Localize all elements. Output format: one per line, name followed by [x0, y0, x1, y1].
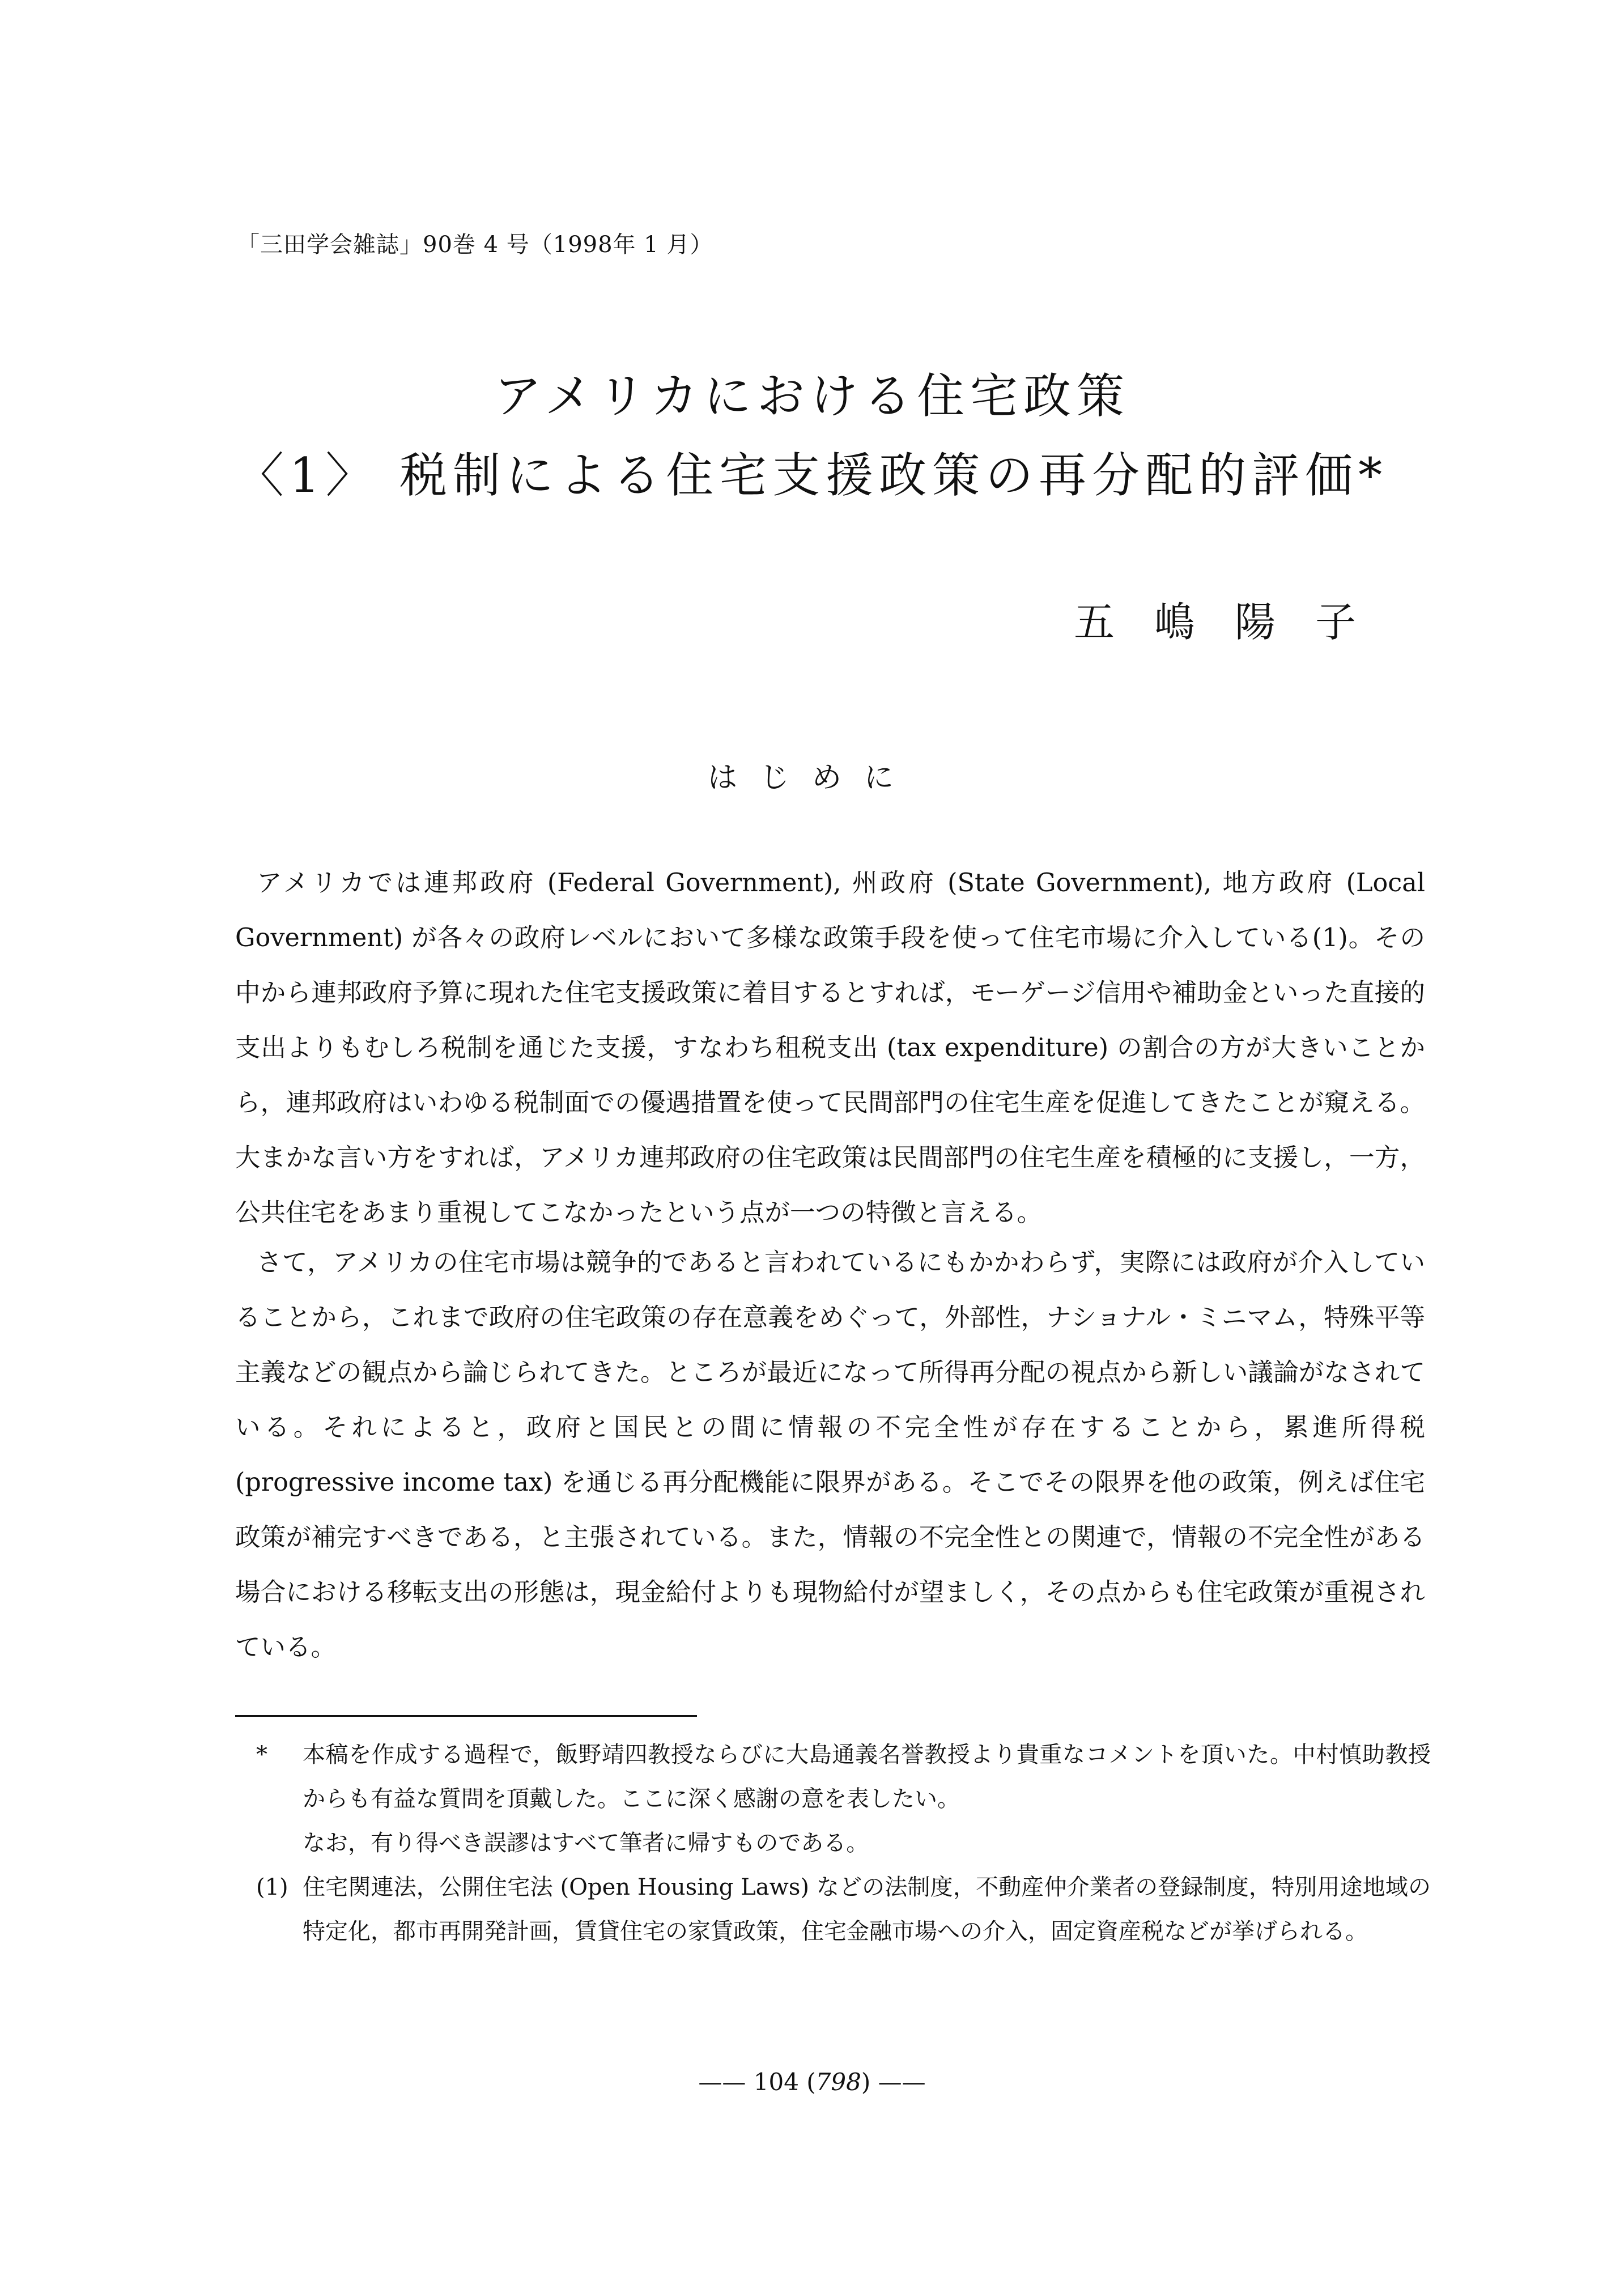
footnote-star-mark: *: [256, 1742, 267, 1768]
article-subtitle: 〈1〉 税制による住宅支援政策の再分配的評価*: [236, 448, 1388, 503]
section-heading: はじめに: [707, 761, 916, 795]
page-number: —— 104 (798) ——: [698, 2068, 926, 2096]
body-paragraph-2: さて，アメリカの住宅市場は競争的であると言われているにもかかわらず，実際には政府が介入していることから，これまで政府の住宅政策の存在意義をめぐって，外部性，ナショナル・ミニマム，特殊平等主義などの観点から論じられてきた。ところが最近になって所得再分配の視点から新しい議論がなされている。それによると，政府と国民との間に情報の不完全性が存在することから，累進所得税 (progressive income tax) を通じる再分配機能に限界がある。そこでその限界を他の政策，例えば住宅政策が補完すべきである，と主張されている。また，情報の不完全性との関連で，情報の不完全性がある場合における移転支出の形態は，現金給付よりも現物給付が望ましく，その点からも住宅政策が重視されている。: [235, 1248, 1425, 1662]
footnote-star-text: 本稿を作成する過程で，飯野靖四教授ならびに大島通義名誉教授より貴重なコメントを頂いた。中村慎助教授からも有益な質問を頂戴した。ここに深く感謝の意を表したい。: [303, 1742, 1431, 1812]
article-title: アメリカにおける住宅政策: [494, 368, 1130, 424]
author-name: 五嶋陽子: [1074, 598, 1396, 646]
journal-citation: 「三田学会雑誌」90巻 4 号（1998年 1 月）: [237, 232, 713, 258]
page-dash-left: ——: [698, 2068, 746, 2096]
page-dash-right: ——: [878, 2068, 926, 2096]
footnote-divider: [235, 1715, 697, 1717]
page-number-value: 104: [753, 2068, 799, 2096]
footnote-1-mark: (1): [256, 1874, 288, 1900]
footnote-acknowledgement: [256, 1733, 1431, 1821]
original-page-number: 798: [815, 2068, 861, 2096]
footnote-star-note: なお，有り得べき誤謬はすべて筆者に帰すものである。: [303, 1830, 869, 1856]
footnote-1-text: 住宅関連法，公開住宅法 (Open Housing Laws) などの法制度，不動産仲介業者の登録制度，特別用途地域の特定化，都市再開発計画，賃貸住宅の家賃政策，住宅金融市場への介入，固定資産税などが挙げられる。: [303, 1874, 1431, 1945]
footnote-1: [256, 1865, 1431, 1954]
body-paragraph-1: アメリカでは連邦政府 (Federal Government), 州政府 (State Government), 地方政府 (Local Government) が各々の政府レベルにおいて多様な政策手段を使って住宅市場に介入している(1)。その中から連邦政府予算に現れた住宅支援政策に着目するとすれば，モーゲージ信用や補助金といった直接的支出よりもむしろ税制を通じた支援，すなわち租税支出 (tax expenditure) の割合の方が大きいことから，連邦政府はいわゆる税制面での優遇措置を使って民間部門の住宅生産を促進してきたことが窺える。大まかな言い方をすれば，アメリカ連邦政府の住宅政策は民間部門の住宅生産を積極的に支援し，一方，公共住宅をあまり重視してこなかったという点が一つの特徴と言える。: [235, 869, 1425, 1227]
